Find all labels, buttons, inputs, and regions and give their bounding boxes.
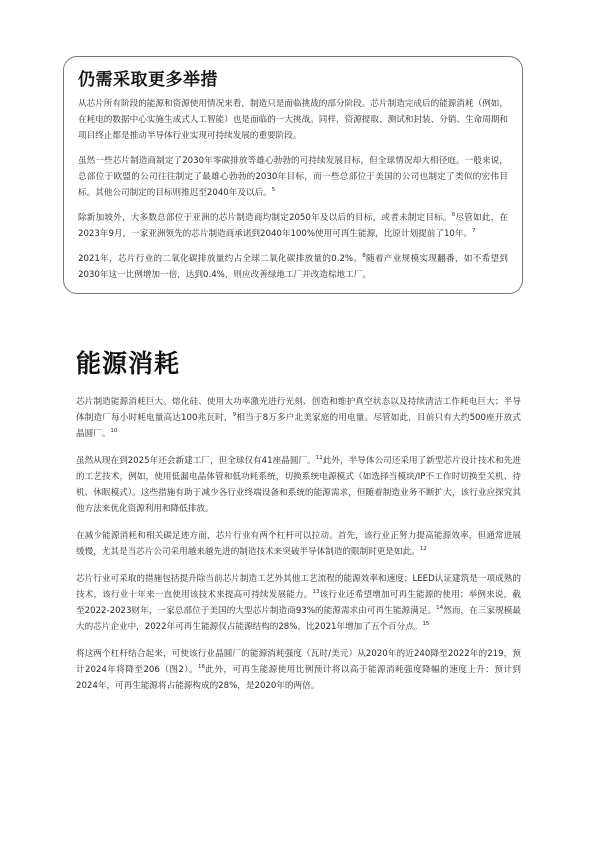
callout-paragraph: 虽然一些芯片制造商制定了2030年零碳排放等雄心勃勃的可持续发展目标，但全球情况却大相径庭。一般来说，总部位于欧盟的公司往往制定了最雄心勃勃的2030年目标，而一些总部位于美国的公司也制定了类似的宏伟目标。其他公司制定的目标则推迟至2040年及以后。$^5$ [78,156,508,198]
footnote-ref: 15 [422,621,430,628]
footnote-ref: 13 [312,589,320,596]
callout-title: 仍需采取更多举措 [78,70,218,90]
footnote-ref: 7 [472,228,476,235]
body-paragraph: 在减少能源消耗和相关碳足迹方面，芯片行业有两个杠杆可以拉动。首先，该行业正努力提高能源效率，但通常进展缓慢，尤其是当芯片公司采用越来越先进的制造技术来突破半导体制造的限制时更是如此。$^{12}$ [76,531,521,557]
body-paragraph: 芯片行业可采取的措施包括提升除当前芯片制造工艺外其他工艺流程的能源效率和速度；LEED认证建筑是一项成熟的技术，该行业十年来一直使用该技术来提高可持续发展能力。$^{13}$该行业还希望增加可再生能源的使用；举例来说，截至2022-2023财年，一家总部位于美国的大型芯片制造商93%的能源需求由可再生能源满足。$^{14}$然而，在三家规模最大的芯片企业中，2022年可再生能源仅占能源结构的28%，比2021年增加了五个百分点。$^{15}$ [76,574,521,632]
callout-paragraph: 2021年，芯片行业的二氧化碳排放量约占全球二氧化碳排放量的0.2%。$^8$随着产业规模实现翻番，如不希望到2030年这一比例增加一倍，达到0.4%，则应改善绿地工厂并改造棕地工厂。 [78,253,508,280]
footnote-ref: 5 [271,187,276,194]
footnote-ref: 11 [315,455,323,462]
footnote-ref: 12 [419,546,427,553]
callout-box [63,56,523,294]
footnote-ref: 6 [451,212,456,219]
footnote-ref: 16 [198,664,205,671]
body-paragraph: 芯片制造能源消耗巨大。熔化硅、使用大功率激光进行光刻、创造和维护真空状态以及持续清洁工作耗电巨大；半导体制造厂每小时耗电量高达100兆瓦时，$^9$相当于8万多户北美家庭的用电量。尽管如此，目前只有大约500座开放式晶圆厂。$^{10}$ [76,397,522,439]
body-paragraph: 虽然从现在到2025年还会新建工厂，但全球仅有41座晶圆厂。$^{11}$此外，半导体公司还采用了新型芯片设计技术和先进的工艺技术，例如，使用低漏电晶体管和低功耗系统，切换系统电源模式（如选择当模块/IP不工作时切换至关机、待机、休眠模式）。这些措施有助于减少各行业终端设备和系统的能源需求，但随着制造业务不断扩大，该行业应探究其他方法来优化资源利用和降低排放。 [76,455,521,514]
footnote-ref: 9 [232,412,237,419]
footnote-ref: 14 [436,605,444,612]
footnote-ref: 8 [362,253,366,260]
body-paragraph: 将这两个杠杆结合起来，可使该行业晶圆厂的能源消耗强度（瓦时/美元）从2020年的近240降至2022年的219，预计2024年将降至206（图2）。$^{16}$此外，可再生能源使用比例预计将以高于能源消耗强度降幅的速度上升：预计到2024年，可再生能源将占能源构成的28%，是2020年的两倍。 [76,649,521,691]
energy-section [76,344,521,694]
footnote-ref: 10 [110,428,118,435]
callout-paragraph: 除新加坡外，大多数总部位于亚洲的芯片制造商均制定2050年及以后的目标，或者未制定目标。$^6$尽管如此，在2023年9月，一家亚洲领先的芯片制造商承诺到2040年100%使用可再生能源，比原计划提前了10年。$^7$ [78,212,508,239]
section-title: 能源消耗 [76,349,181,378]
callout-paragraph: 从芯片所有阶段的能源和资源使用情况来看，制造只是面临挑战的部分阶段。芯片制造完成后的能源消耗（例如，在耗电的数据中心实施生成式人工智能）也是面临的一大挑战。同样，资源提取、测试和封装、分销、生命周期和项目终止都是推动半导体行业实现可持续发展的重要阶段。 [78,99,508,141]
